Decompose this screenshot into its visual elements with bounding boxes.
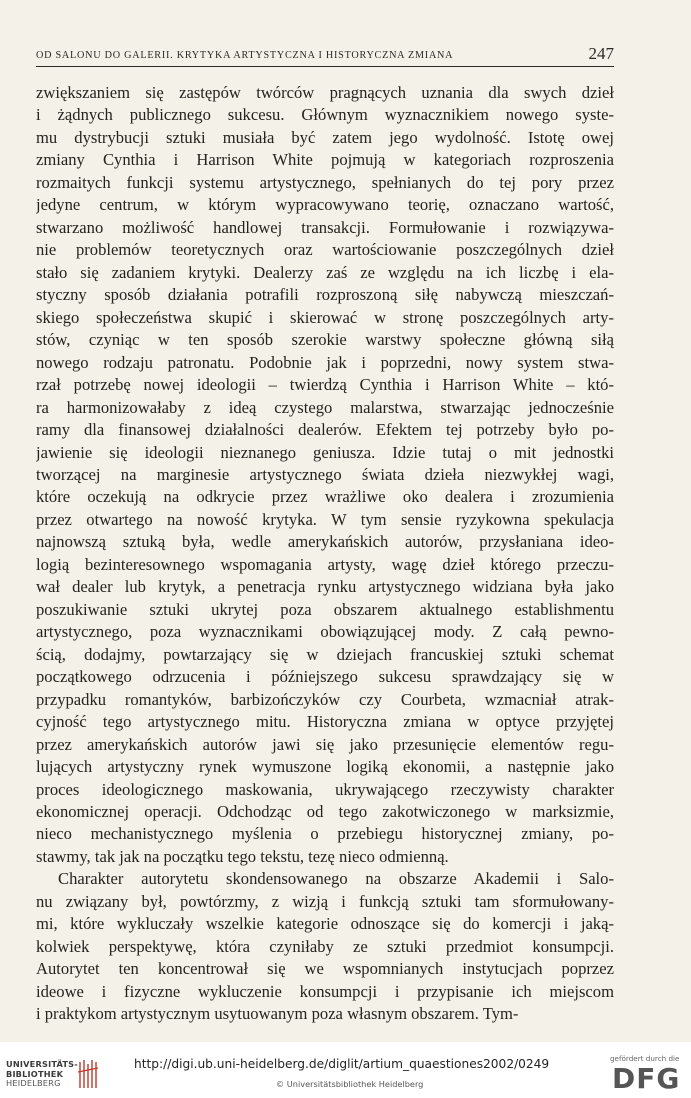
text-line: nie problemów teoretycznych oraz wartościowanie poszczególnych dzieł bbox=[36, 240, 614, 260]
text-line: i żądnych publicznego sukcesu. Głównym wyznacznikiem nowego syste- bbox=[36, 105, 614, 125]
text-line: przez amerykańskich autorów jawi się jako przesunięcie elementów regu- bbox=[36, 734, 614, 754]
library-name-line1: UNIVERSITÄTS- bbox=[6, 1059, 78, 1069]
text-line: proces ideologicznego maskowania, ukrywającego rzeczywisty charakter bbox=[36, 779, 614, 799]
text-line: nowego rodzaju patronatu. Podobnie jak i poprzedni, nowy system stwa- bbox=[36, 352, 614, 372]
library-name-line2: BIBLIOTHEK bbox=[6, 1068, 64, 1079]
text-line: stów, czyniąc w ten sposób szerokie warstwy społeczne główną siłą bbox=[36, 330, 614, 350]
text-line: kolwiek perspektywę, która czyniłaby ze sztuki przedmiot konsumpcji. bbox=[36, 936, 614, 956]
text-line: ścią, dodajmy, powtarzający się w dziejach francuskiej sztuki schemat bbox=[36, 644, 614, 664]
text-line: zwiększaniem się zastępów twórców pragnących uznania dla swych dzieł bbox=[36, 83, 614, 102]
library-name bbox=[6, 1060, 78, 1089]
text-line: ra harmonizowałaby z ideą czystego malarstwa, stwarzając jednocześnie bbox=[36, 397, 614, 417]
text-line: stawmy, tak jak na początku tego tekstu, tezę nieco odmienną. bbox=[36, 846, 449, 866]
body-text bbox=[36, 82, 614, 1026]
text-line: stwarzano możliwość handlowej transakcji. Formułowanie i rozwiązywa- bbox=[36, 217, 614, 237]
text-line: cyjność tego artystycznego mitu. Historyczna zmiana w optyce przyjętej bbox=[36, 712, 614, 732]
library-logo[interactable] bbox=[6, 1058, 106, 1092]
text-line: nu związany był, powtórzmy, z wizją i funkcją sztuki tam sformułowany- bbox=[36, 891, 614, 911]
copyright-notice: © Universitätsbibliothek Heidelberg bbox=[276, 1079, 424, 1089]
text-line: Charakter autorytetu skondensowanego na obszarze Akademii i Salo- bbox=[58, 869, 614, 889]
dfg-caption: gefördert durch die bbox=[610, 1054, 680, 1063]
text-line: tworzącej na marginesie artystycznego świata dzieła niezwykłej wagi, bbox=[36, 464, 614, 484]
text-line: rzał potrzebę nowej ideologii – twierdzą Cynthia i Harrison White – któ- bbox=[36, 375, 614, 395]
text-line: nieco mechanistycznego myślenia o przebiegu historycznej zmiany, po- bbox=[36, 824, 614, 844]
text-line: styczny sposób działania potrafili rozproszoną siłę nabywczą mieszczań- bbox=[36, 285, 614, 305]
text-line: Autorytet ten koncentrował się we wspomnianych instytucjach poprzez bbox=[36, 959, 614, 979]
dfg-wordmark: DFG bbox=[612, 1062, 681, 1095]
text-line: skiego społeczeństwa skupić i skierować w stronę poszczególnych arty- bbox=[36, 307, 614, 327]
text-line: zmiany Cynthia i Harrison White pojmują w kategoriach rozproszenia bbox=[36, 150, 614, 170]
permalink-url[interactable]: http://digi.ub.uni-heidelberg.de/diglit/artium_quaestiones2002/0249 bbox=[134, 1057, 550, 1071]
text-line: przypadku romantyków, barbizończyków czy Courbeta, wzmacniał atrak- bbox=[36, 689, 614, 709]
header-rule bbox=[36, 66, 614, 67]
text-line: mi, które wykluczały wszelkie kategorie odnoszące się do komercji i jaką- bbox=[36, 914, 614, 934]
text-line: logią bezinteresownego wspomagania artysty, wagę dzieł którego przeczu- bbox=[36, 554, 614, 574]
text-line: jedyne centrum, w którym wypracowywano teorię, oznaczano wartość, bbox=[36, 195, 614, 215]
text-line: początkowego odrzucenia i późniejszego sukcesu sprawdzający się w bbox=[36, 667, 614, 687]
text-line: przez otwartego na nowość krytyka. W tym sensie ryzykowna spekulacja bbox=[36, 509, 614, 529]
text-line: jawienie się ideologii nieznanego geniusza. Idzie tutaj o mit jednostki bbox=[36, 442, 614, 462]
text-line: ramy dla finansowej działalności dealerów. Efektem tej potrzeby było po- bbox=[36, 420, 614, 440]
text-line: i praktykom artystycznym usytuowanym poza własnym obszarem. Tym- bbox=[36, 1004, 519, 1024]
text-line: poszukiwanie sztuki ukrytej poza obszarem aktualnego establishmentu bbox=[36, 599, 614, 619]
running-title: OD SALONU DO GALERII. KRYTYKA ARTYSTYCZNA I HISTORYCZNA ZMIANA bbox=[36, 50, 454, 61]
running-head bbox=[36, 46, 614, 66]
footer-bar bbox=[0, 1042, 691, 1098]
page-number: 247 bbox=[588, 44, 614, 63]
text-line: ekonomicznej operacji. Odchodząc od tego zakotwiczonego w marksizmie, bbox=[36, 802, 614, 821]
text-line: które oczekują na odkrycie przez wrażliwe oko dealera i zrozumienia bbox=[36, 487, 614, 507]
text-line: najnowszą sztuką była, wedle amerykańskich autorów, przysłaniana ideo- bbox=[36, 532, 614, 552]
text-line: mu dystrybucji sztuki musiała być zatem jego wydolność. Istotę owej bbox=[36, 127, 614, 147]
text-line: artystycznego, poza wyznacznikami obowiązującej mody. Z całą pewno- bbox=[36, 622, 614, 642]
library-name-line3: HEIDELBERG bbox=[6, 1078, 61, 1089]
dfg-logo[interactable] bbox=[606, 1054, 686, 1094]
library-emblem-icon bbox=[76, 1058, 100, 1090]
text-line: lujących artystyczny rynek wymuszone logiką ekonomii, a następnie jako bbox=[36, 757, 614, 777]
text-line: wał dealer lub krytyk, a penetracja rynku artystycznego widziana była jako bbox=[36, 577, 614, 597]
text-line: rozmaitych funkcji systemu artystycznego, spełnianych do tej pory przez bbox=[36, 172, 614, 192]
text-line: ideowe i fizyczne wykluczenie konsumpcji i przypisanie ich miejscom bbox=[36, 981, 614, 1001]
text-line: stało się zadaniem krytyki. Dealerzy zaś ze względu na ich liczbę i ela- bbox=[36, 262, 614, 282]
